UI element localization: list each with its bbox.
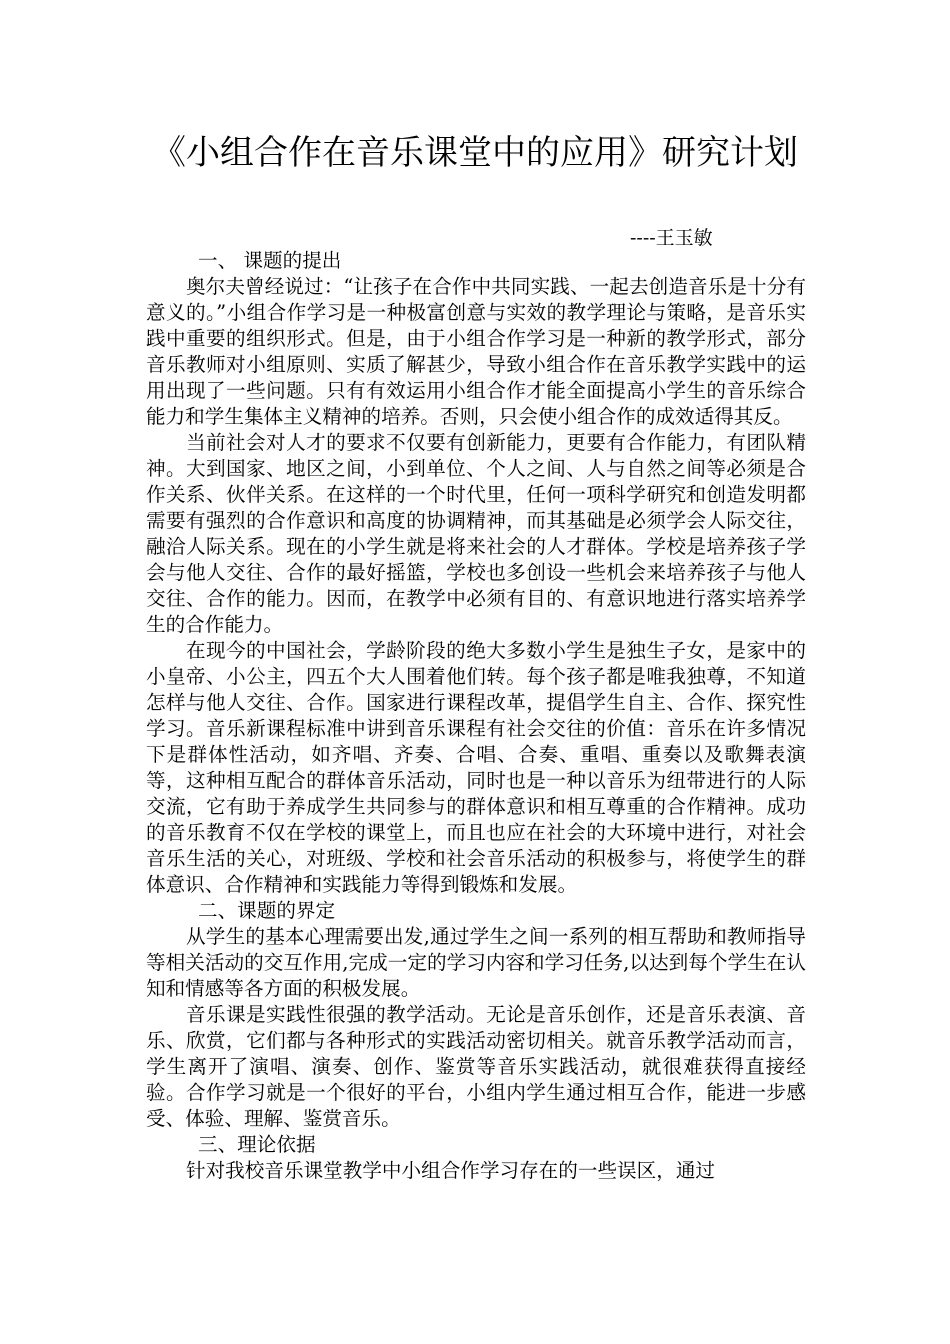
paragraph: 在现今的中国社会，学龄阶段的绝大多数小学生是独生子女，是家中的小皇帝、小公主，四五个大人围着他们转。每个孩子都是唯我独尊，不知道怎样与他人交往、合作。国家进行课程改革，提倡学生自主、合作、探究性学习。音乐新课程标准中讲到音乐课程有社会交往的价值：音乐在许多情况下是群体性活动，如齐唱、齐奏、合唱、合奏、重唱、重奏以及歌舞表演等，这种相互配合的群体音乐活动，同时也是一种以音乐为纽带进行的人际交流，它有助于养成学生共同参与的群体意识和相互尊重的合作精神。成功的音乐教育不仅在学校的课堂上，而且也应在社会的大环境中进行，对社会音乐生活的关心，对班级、学校和社会音乐活动的积极参与，将使学生的群体意识、合作精神和实践能力等得到锻炼和发展。 xyxy=(146,639,806,896)
paragraph: 当前社会对人才的要求不仅要有创新能力，更要有合作能力，有团队精神。大到国家、地区之间，小到单位、个人之间、人与自然之间等必须是合作关系、伙伴关系。在这样的一个时代里，任何一项科学研究和创造发明都需要有强烈的合作意识和高度的协调精神，而其基础是必须学会人际交往，融洽人际关系。现在的小学生就是将来社会的人才群体。学校是培养孩子学会与他人交往、合作的最好摇篮，学校也多创设一些机会来培养孩子与他人交往、合作的能力。因而，在教学中必须有目的、有意识地进行落实培养学生的合作能力。 xyxy=(146,431,806,636)
paragraph: 针对我校音乐课堂教学中小组合作学习存在的一些误区，通过 xyxy=(186,1159,716,1182)
section-heading-2: 二、课题的界定 xyxy=(198,899,336,922)
document-author: ----王玉敏 xyxy=(630,227,713,249)
paragraph: 从学生的基本心理需要出发,通过学生之间一系列的相互帮助和教师指导等相关活动的交互作用,完成一定的学习内容和学习任务,以达到每个学生在认知和情感等各方面的积极发展。 xyxy=(146,925,806,1000)
section-heading-1: 一、 课题的提出 xyxy=(198,249,342,272)
section-heading-3: 三、理论依据 xyxy=(198,1133,316,1156)
document-title: 《小组合作在音乐课堂中的应用》研究计划 xyxy=(152,133,798,173)
document-body xyxy=(146,248,806,1184)
paragraph: 奥尔夫曾经说过：“让孩子在合作中共同实践、一起去创造音乐是十分有意义的。”小组合作学习是一种极富创意与实效的教学理论与策略，是音乐实践中重要的组织形式。但是，由于小组合作学习是一种新的教学形式，部分音乐教师对小组原则、实质了解甚少，导致小组合作在音乐教学实践中的运用出现了一些问题。只有有效运用小组合作才能全面提高小学生的音乐综合能力和学生集体主义精神的培养。否则，只会使小组合作的成效适得其反。 xyxy=(146,275,806,428)
paragraph: 音乐课是实践性很强的教学活动。无论是音乐创作，还是音乐表演、音乐、欣赏，它们都与各种形式的实践活动密切相关。就音乐教学活动而言，学生离开了演唱、演奏、创作、鉴赏等音乐实践活动，就很难获得直接经验。合作学习就是一个很好的平台，小组内学生通过相互合作，能进一步感受、体验、理解、鉴赏音乐。 xyxy=(146,1003,806,1130)
